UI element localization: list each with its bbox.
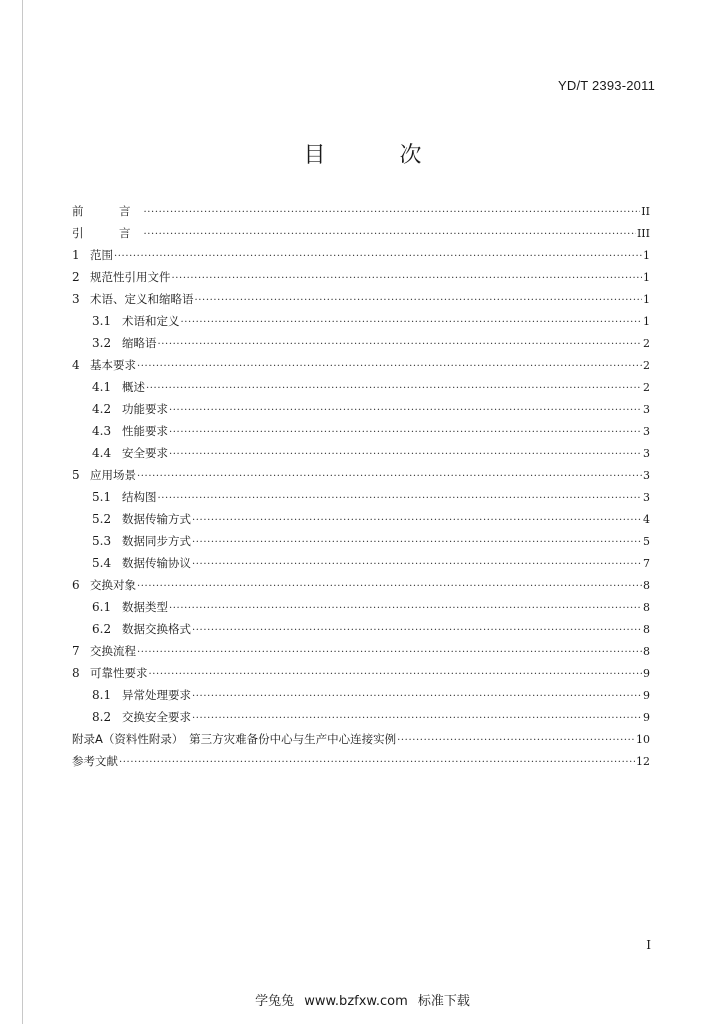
toc-entry-title: 引 言 (72, 226, 143, 240)
toc-entry-number: 3.1 (92, 314, 112, 328)
toc-entry-number: 5.2 (92, 512, 112, 526)
toc-entry-page: III (636, 227, 650, 240)
toc-entry[interactable] (72, 244, 650, 266)
toc-entry-title: 前 言 (72, 204, 143, 218)
toc-entry-title: 术语和定义 (122, 314, 180, 328)
toc-entry-page: 5 (643, 535, 650, 548)
toc-entry-number: 4.3 (92, 424, 112, 438)
toc-entry-title: 安全要求 (122, 446, 168, 460)
toc-entry[interactable] (72, 684, 650, 706)
toc-dot-leader (181, 312, 643, 334)
toc-entry[interactable] (72, 266, 650, 288)
toc-entry-title: 数据交换格式 (122, 622, 191, 636)
toc-entry-number: 5.1 (92, 490, 112, 504)
toc-entry[interactable] (72, 618, 650, 640)
toc-entry-title: 数据传输方式 (122, 512, 191, 526)
toc-entry[interactable] (72, 464, 650, 486)
toc-entry-page: 9 (643, 689, 650, 702)
toc-dot-leader (137, 642, 642, 664)
toc-entry-number: 5 (72, 468, 80, 482)
toc-entry-title: 交换流程 (90, 644, 136, 658)
toc-entry-page: 7 (643, 557, 650, 570)
toc-dot-leader (137, 356, 642, 378)
standard-code: YD/T 2393-2011 (558, 78, 655, 93)
toc-entry-page: 4 (643, 513, 650, 526)
toc-dot-leader (119, 752, 635, 774)
toc-entry[interactable] (72, 596, 650, 618)
toc-entry-title: 交换安全要求 (122, 710, 191, 724)
toc-dot-leader (169, 400, 642, 422)
toc-entry-page: 9 (643, 711, 650, 724)
toc-entry-number: 8.1 (92, 688, 112, 702)
toc-entry-number: 5.3 (92, 534, 112, 548)
table-of-contents (72, 200, 650, 772)
toc-entry-title: 性能要求 (122, 424, 168, 438)
toc-entry-title: 术语、定义和缩略语 (90, 292, 194, 306)
toc-entry-number: 3 (72, 292, 80, 306)
toc-entry-number: 4.4 (92, 446, 112, 460)
toc-entry-title: 数据类型 (122, 600, 168, 614)
toc-entry-page: 1 (643, 249, 650, 262)
toc-entry[interactable] (72, 442, 650, 464)
toc-entry-title: 数据传输协议 (122, 556, 191, 570)
toc-entry[interactable] (72, 552, 650, 574)
toc-dot-leader (158, 334, 643, 356)
toc-dot-leader (192, 532, 642, 554)
toc-entry-page: 8 (643, 579, 650, 592)
toc-entry-page: 3 (643, 447, 650, 460)
toc-entry-number: 8 (72, 666, 80, 680)
toc-dot-leader (137, 466, 642, 488)
toc-title: 目 次 (303, 143, 448, 168)
toc-entry-page: 2 (643, 359, 650, 372)
toc-entry-number: 4.1 (92, 380, 112, 394)
toc-entry-title: 结构图 (122, 490, 157, 504)
toc-entry-page: 8 (643, 623, 650, 636)
toc-entry-number: 6.1 (92, 600, 112, 614)
toc-entry[interactable] (72, 288, 650, 310)
toc-entry-page: 1 (643, 293, 650, 306)
toc-entry-title: 附录A（资料性附录） 第三方灾难备份中心与生产中心连接实例 (72, 732, 397, 746)
toc-entry[interactable] (72, 486, 650, 508)
toc-entry-number: 4.2 (92, 402, 112, 416)
toc-entry[interactable] (72, 728, 650, 750)
toc-entry-title: 数据同步方式 (122, 534, 191, 548)
toc-entry-number: 1 (72, 248, 80, 262)
toc-entry-page: 10 (636, 733, 650, 746)
toc-entry[interactable] (72, 200, 650, 222)
toc-dot-leader (149, 664, 643, 686)
toc-dot-leader (137, 576, 642, 598)
toc-dot-leader (192, 510, 642, 532)
page-number: I (646, 938, 651, 952)
footer-watermark: 学兔兔 www.bzfxw.com 标准下载 (255, 994, 470, 1009)
toc-entry-number: 5.4 (92, 556, 112, 570)
toc-dot-leader (172, 268, 643, 290)
toc-entry-page: 9 (643, 667, 650, 680)
toc-dot-leader (144, 202, 641, 224)
toc-entry-page: 3 (643, 403, 650, 416)
toc-entry[interactable] (72, 420, 650, 442)
toc-entry-page: II (641, 205, 650, 218)
toc-entry-page: 8 (643, 601, 650, 614)
toc-entry-title: 应用场景 (90, 468, 136, 482)
toc-dot-leader (144, 224, 636, 246)
toc-dot-leader (169, 444, 642, 466)
toc-entry-number: 8.2 (92, 710, 112, 724)
toc-dot-leader (146, 378, 642, 400)
toc-entry-page: 3 (643, 425, 650, 438)
toc-entry-page: 3 (643, 469, 650, 482)
toc-entry-page: 1 (643, 315, 650, 328)
toc-entry-number: 3.2 (92, 336, 112, 350)
toc-entry[interactable] (72, 310, 650, 332)
toc-entry-number: 6.2 (92, 622, 112, 636)
toc-entry-number: 7 (72, 644, 80, 658)
toc-entry[interactable] (72, 750, 650, 772)
toc-dot-leader (192, 708, 642, 730)
toc-dot-leader (192, 620, 642, 642)
toc-entry[interactable] (72, 508, 650, 530)
toc-entry[interactable] (72, 706, 650, 728)
toc-entry-title: 范围 (90, 248, 113, 262)
toc-entry[interactable] (72, 574, 650, 596)
toc-entry-page: 1 (643, 271, 650, 284)
toc-entry-title: 基本要求 (90, 358, 136, 372)
toc-entry[interactable] (72, 530, 650, 552)
toc-entry-page: 8 (643, 645, 650, 658)
toc-entry-title: 交换对象 (90, 578, 136, 592)
toc-entry-page: 12 (636, 755, 650, 768)
toc-entry-number: 4 (72, 358, 80, 372)
toc-entry[interactable] (72, 354, 650, 376)
toc-entry[interactable] (72, 640, 650, 662)
toc-entry[interactable] (72, 332, 650, 354)
toc-dot-leader (397, 730, 635, 752)
toc-entry-title: 概述 (122, 380, 145, 394)
toc-dot-leader (192, 686, 642, 708)
toc-dot-leader (114, 246, 642, 268)
toc-entry-title: 异常处理要求 (122, 688, 191, 702)
toc-entry-page: 3 (643, 491, 650, 504)
toc-entry-number: 2 (72, 270, 80, 284)
toc-entry-title: 缩略语 (122, 336, 157, 350)
toc-entry-title: 规范性引用文件 (90, 270, 171, 284)
toc-entry[interactable] (72, 376, 650, 398)
toc-entry[interactable] (72, 398, 650, 420)
toc-dot-leader (169, 422, 642, 444)
toc-entry-title: 可靠性要求 (90, 666, 148, 680)
toc-dot-leader (192, 554, 642, 576)
toc-entry-number: 6 (72, 578, 80, 592)
toc-entry-title: 功能要求 (122, 402, 168, 416)
toc-dot-leader (169, 598, 642, 620)
toc-entry-title: 参考文献 (72, 754, 118, 768)
toc-entry[interactable] (72, 222, 650, 244)
toc-dot-leader (195, 290, 643, 312)
toc-entry[interactable] (72, 662, 650, 684)
toc-entry-page: 2 (643, 381, 650, 394)
toc-dot-leader (158, 488, 643, 510)
toc-entry-page: 2 (643, 337, 650, 350)
